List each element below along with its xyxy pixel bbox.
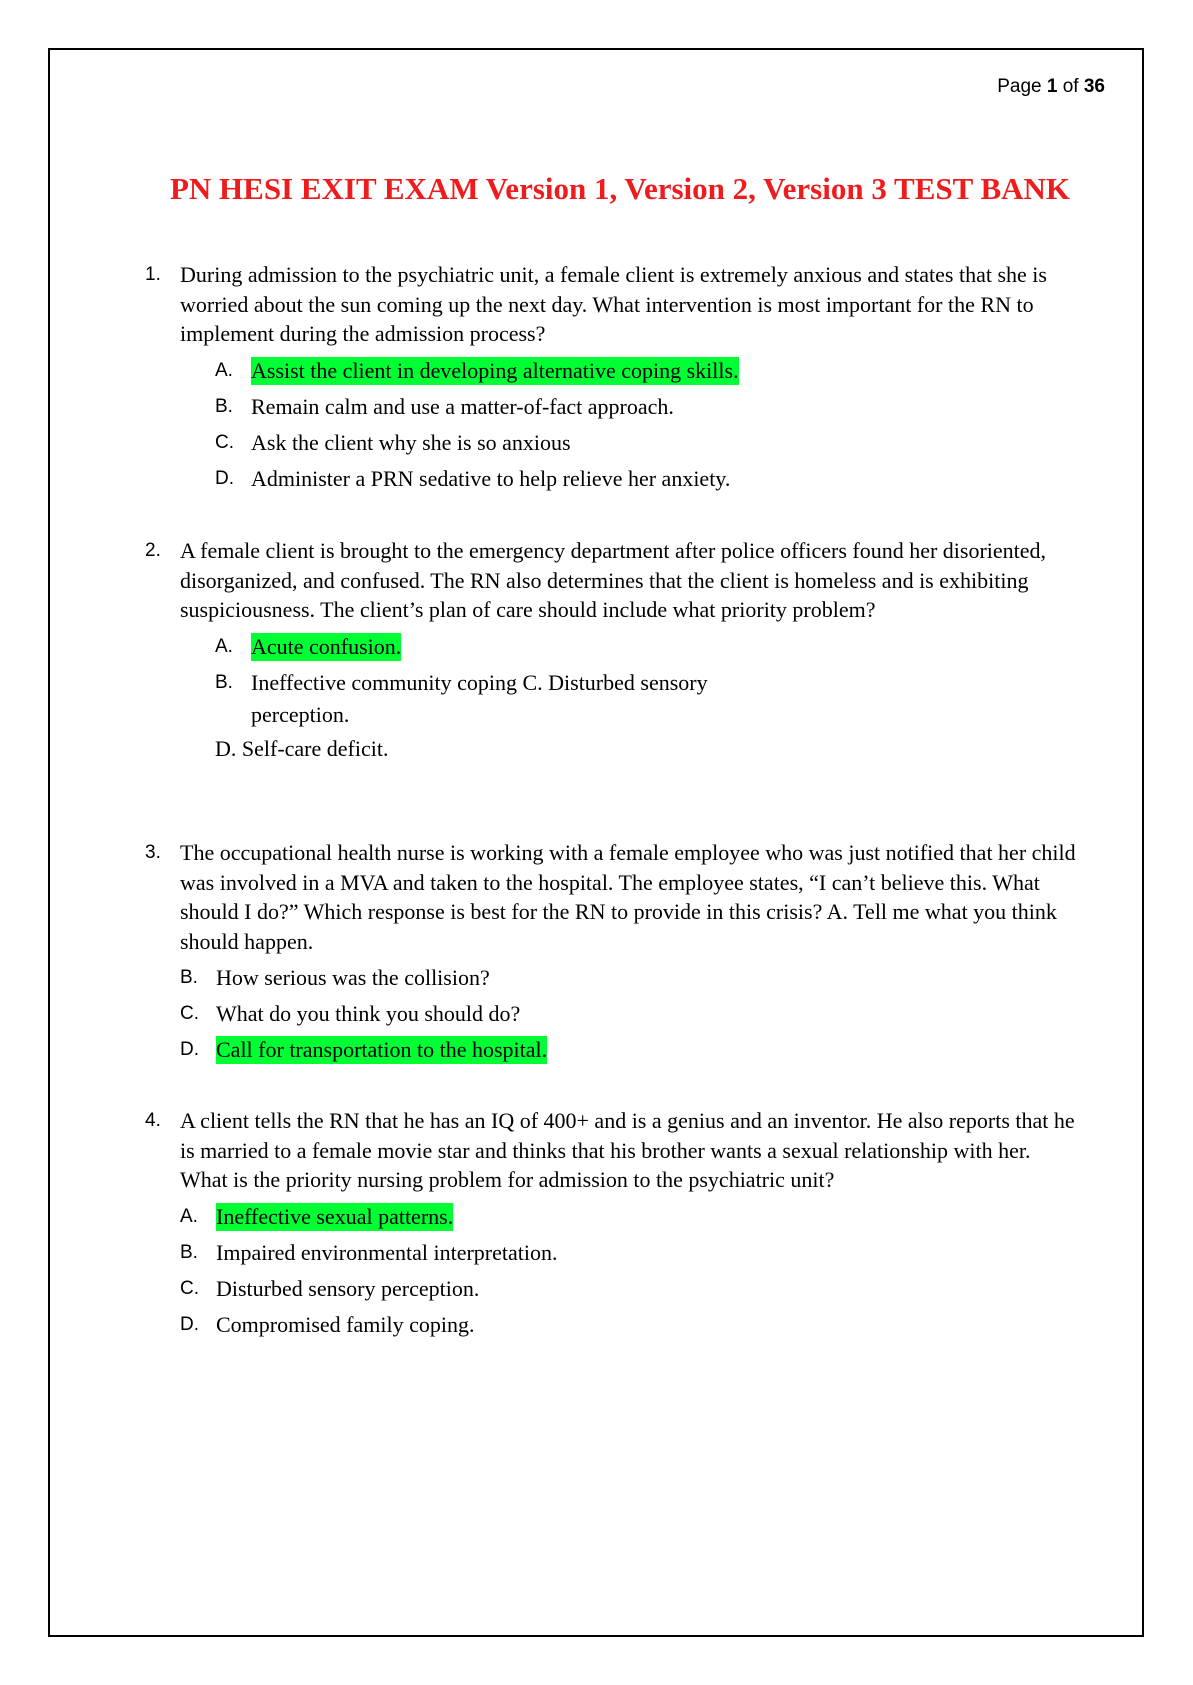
question-1 xyxy=(145,260,1080,501)
answer-option: B. Remain calm and use a matter-of-fact approach. xyxy=(215,393,674,419)
correct-answer: Acute confusion. xyxy=(251,633,402,659)
answer-option: A. Assist the client in developing alternative coping skills. xyxy=(215,357,739,383)
question-4 xyxy=(145,1106,1080,1347)
question-stem: A female client is brought to the emergency department after police officers found her disoriented, disorganized, and confused. The RN also determines that the client is homeless and is exhibiting suspiciousness. The client’s plan of care should include what priority problem? xyxy=(180,538,1047,622)
answer-option: D. Compromised family coping. xyxy=(180,1311,475,1337)
answer-option: D. Self-care deficit. xyxy=(215,735,389,761)
answer-options xyxy=(145,633,1080,771)
question-number: 2. xyxy=(145,540,161,561)
answer-option: D. Call for transportation to the hospital. xyxy=(180,1037,548,1062)
question-stem: During admission to the psychiatric unit, a female client is extremely anxious and states that she is worried about the sun coming up the next day. What intervention is most important for the RN to implement during the admission process? xyxy=(180,262,1047,346)
question-number: 4. xyxy=(145,1110,161,1131)
question-2 xyxy=(145,536,1080,771)
current-page: 1 xyxy=(1046,76,1058,97)
answer-option: B. How serious was the collision? xyxy=(180,965,490,990)
answer-options xyxy=(145,357,1080,501)
correct-answer: Call for transportation to the hospital. xyxy=(216,1037,548,1062)
answer-options xyxy=(145,964,1080,1072)
answer-option: C. Ask the client why she is so anxious xyxy=(215,429,571,455)
page-number: Page 1 of 36 xyxy=(997,76,1105,97)
correct-answer: Ineffective sexual patterns. xyxy=(216,1203,454,1229)
total-pages: 36 xyxy=(1083,76,1105,97)
answer-option: C. Disturbed sensory perception. xyxy=(180,1275,480,1301)
correct-answer: Assist the client in developing alternative coping skills. xyxy=(251,357,739,383)
answer-options xyxy=(145,1203,1080,1347)
question-number: 3. xyxy=(145,842,161,863)
question-3 xyxy=(145,838,1080,1072)
question-stem: A client tells the RN that he has an IQ of 400+ and is a genius and an inventor. He also reports that he is married to a female movie star and thinks that his brother wants a sexual relationship with her. What is the priority nursing problem for admission to the psychiatric unit? xyxy=(180,1108,1075,1192)
answer-option: B. Ineffective community coping C. Disturbed sensory perception. xyxy=(215,669,708,727)
answer-option: A. Ineffective sexual patterns. xyxy=(180,1203,454,1229)
answer-option: D. Administer a PRN sedative to help relieve her anxiety. xyxy=(215,465,731,491)
question-stem: The occupational health nurse is working with a female employee who was just notified that her child was involved in a MVA and taken to the hospital. The employee states, “I can’t believe this. What should I do?” Which response is best for the RN to provide in this crisis? A. Tell me what you think should happen. xyxy=(180,840,1076,954)
question-number: 1. xyxy=(145,264,161,285)
document-title: PN HESI EXIT EXAM Version 1, Version 2, Version 3 TEST BANK xyxy=(169,171,1071,206)
answer-option: C. What do you think you should do? xyxy=(180,1001,521,1026)
answer-option: A. Acute confusion. xyxy=(215,633,402,659)
answer-option: B. Impaired environmental interpretation. xyxy=(180,1239,558,1265)
